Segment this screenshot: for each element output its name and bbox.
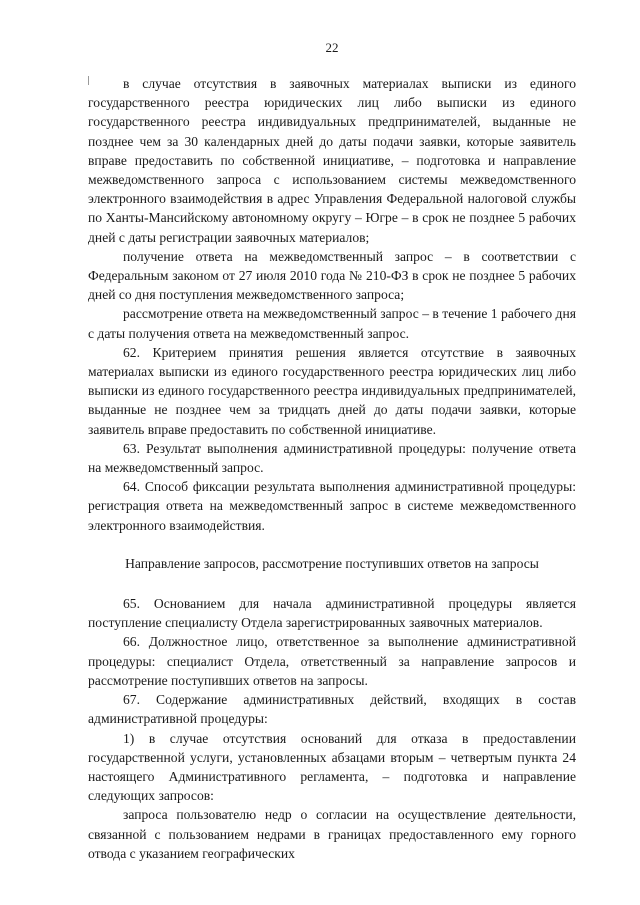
paragraph-64: 64. Способ фиксации результата выполнения административной процедуры: регистрация ответа на межведомственный запрос в системе межведомственного электронного взаимодействия.: [88, 479, 576, 533]
page-number: 22: [325, 40, 339, 55]
paragraph-63: 63. Результат выполнения административной процедуры: получение ответа на межведомственный запрос.: [88, 440, 576, 476]
section-heading: Направление запросов, рассмотрение поступивших ответов на запросы: [125, 555, 539, 571]
paragraph-67: 67. Содержание административных действий, входящих в состав административной процедуры:: [88, 692, 576, 727]
paragraph: запроса пользователю недр о согласии на осуществление деятельности, связанной с пользованием недрами в границах предоставленного ему горного отвода с указанием географических: [88, 807, 576, 861]
paragraph-65: 65. Основанием для начала административной процедуры является поступление специалисту Отдела зарегистрированных заявочных материалов.: [88, 596, 576, 631]
paragraph: в случае отсутствия в заявочных материалах выписки из единого государственного реестра юридических лиц либо выписки из единого государственного реестра индивидуальных предпринимателей, выданные не позднее чем за 30 календарных дней до даты подачи заявки, которые заявитель вправе предоставить по собственной инициативе, – подготовка и направление межведомственного запроса с использованием системы межведомственного электронного взаимодействия в адрес Управления Федеральной налоговой службы по Ханты-Мансийскому автономному округу – Югре – в срок не позднее 5 рабочих дней с даты регистрации заявочных материалов;: [88, 76, 576, 245]
paragraph-66: 66. Должностное лицо, ответственное за выполнение административной процедуры: специалист Отдела, ответственный за направление запросов и рассмотрение поступивших ответов на запросы.: [88, 634, 576, 688]
paragraph: получение ответа на межведомственный запрос – в соответствии с Федеральным законом от 27 июля 2010 года № 210-ФЗ в срок не позднее 5 рабочих дней со дня поступления межведомственного запроса;: [88, 248, 576, 303]
document-body: [88, 74, 576, 863]
paragraph: рассмотрение ответа на межведомственный запрос – в течение 1 рабочего дня с даты получения ответа на межведомственный запрос.: [88, 306, 576, 341]
paragraph-62: 62. Критерием принятия решения является отсутствие в заявочных материалах выписки из единого государственного реестра юридических лиц либо выписки из единого государственного реестра индивидуальных предпринимателей, выданные не позднее чем за тридцать дней до даты подачи заявки, которые заявитель вправе предоставить по собственной инициативе.: [88, 344, 576, 437]
paragraph-67-item-1: 1) в случае отсутствия оснований для отказа в предоставлении государственной услуги, установленных абзацами вторым – четвертым пункта 24 настоящего Административного регламента, – подготовка и направление следующих запросов:: [88, 730, 576, 804]
